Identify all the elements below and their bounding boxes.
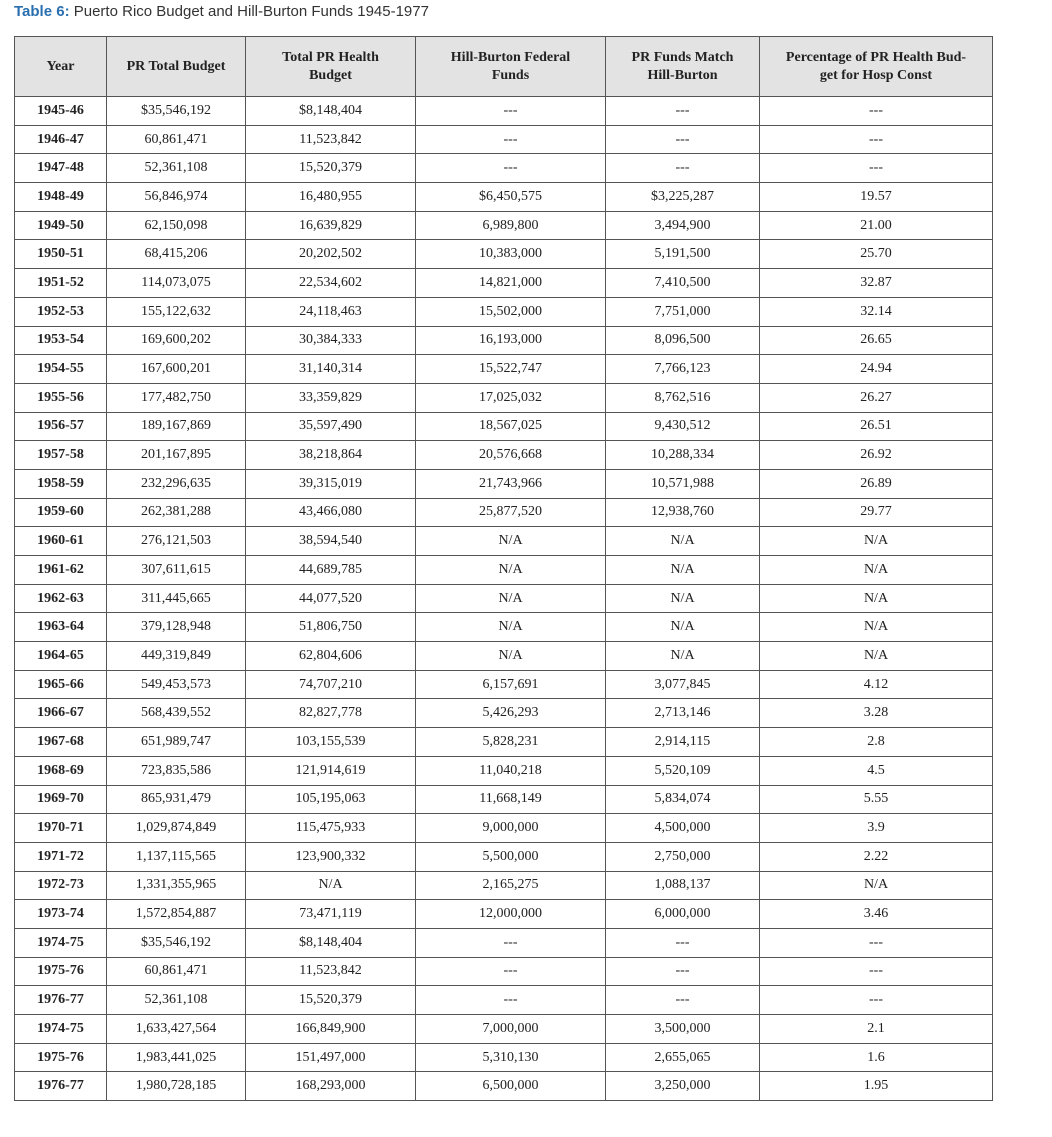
table-row bbox=[15, 498, 993, 527]
table-cell: 1,633,427,564 bbox=[107, 1015, 246, 1044]
column-header bbox=[606, 37, 760, 97]
table-cell: --- bbox=[760, 154, 993, 183]
table-cell: 549,453,573 bbox=[107, 670, 246, 699]
table-cell: 723,835,586 bbox=[107, 756, 246, 785]
table-cell: 2,165,275 bbox=[416, 871, 606, 900]
table-cell: --- bbox=[606, 957, 760, 986]
table-cell: 26.51 bbox=[760, 412, 993, 441]
year-cell: 1974-75 bbox=[15, 1015, 107, 1044]
table-row bbox=[15, 183, 993, 212]
table-cell: 1,137,115,565 bbox=[107, 842, 246, 871]
year-cell: 1976-77 bbox=[15, 986, 107, 1015]
table-cell: 1,088,137 bbox=[606, 871, 760, 900]
table-row bbox=[15, 670, 993, 699]
table-cell: 15,502,000 bbox=[416, 297, 606, 326]
table-cell: 25,877,520 bbox=[416, 498, 606, 527]
header-row bbox=[15, 37, 993, 97]
table-row bbox=[15, 642, 993, 671]
table-cell: 105,195,063 bbox=[246, 785, 416, 814]
year-cell: 1956-57 bbox=[15, 412, 107, 441]
year-cell: 1951-52 bbox=[15, 269, 107, 298]
table-cell: 8,762,516 bbox=[606, 383, 760, 412]
table-cell: 1,029,874,849 bbox=[107, 814, 246, 843]
table-row bbox=[15, 269, 993, 298]
table-cell: 1,983,441,025 bbox=[107, 1043, 246, 1072]
table-cell: 3,250,000 bbox=[606, 1072, 760, 1101]
year-cell: 1949-50 bbox=[15, 211, 107, 240]
table-cell: --- bbox=[760, 928, 993, 957]
table-row bbox=[15, 412, 993, 441]
table-cell: 201,167,895 bbox=[107, 441, 246, 470]
table-row bbox=[15, 297, 993, 326]
table-row bbox=[15, 957, 993, 986]
table-cell: 5,834,074 bbox=[606, 785, 760, 814]
table-cell: 169,600,202 bbox=[107, 326, 246, 355]
table-cell: 4,500,000 bbox=[606, 814, 760, 843]
table-cell: --- bbox=[416, 986, 606, 1015]
year-cell: 1965-66 bbox=[15, 670, 107, 699]
year-cell: 1973-74 bbox=[15, 900, 107, 929]
year-cell: 1964-65 bbox=[15, 642, 107, 671]
caption-label: Table 6: bbox=[14, 3, 70, 20]
table-cell: 3,500,000 bbox=[606, 1015, 760, 1044]
table-cell: N/A bbox=[760, 584, 993, 613]
table-cell: 1,572,854,887 bbox=[107, 900, 246, 929]
table-cell: --- bbox=[760, 125, 993, 154]
table-cell: 21.00 bbox=[760, 211, 993, 240]
table-cell: 29.77 bbox=[760, 498, 993, 527]
table-cell: 33,359,829 bbox=[246, 383, 416, 412]
year-cell: 1945-46 bbox=[15, 97, 107, 126]
table-cell: 15,520,379 bbox=[246, 154, 416, 183]
table-cell: --- bbox=[416, 154, 606, 183]
table-cell: N/A bbox=[416, 642, 606, 671]
table-row bbox=[15, 842, 993, 871]
column-header-line: PR Funds Match bbox=[631, 49, 734, 65]
table-cell: 43,466,080 bbox=[246, 498, 416, 527]
table-row bbox=[15, 728, 993, 757]
table-cell: N/A bbox=[606, 613, 760, 642]
table-cell: 4.5 bbox=[760, 756, 993, 785]
table-cell: 44,077,520 bbox=[246, 584, 416, 613]
table-cell: 10,288,334 bbox=[606, 441, 760, 470]
table-row bbox=[15, 814, 993, 843]
table-cell: 44,689,785 bbox=[246, 556, 416, 585]
table-cell: 307,611,615 bbox=[107, 556, 246, 585]
table-cell: 276,121,503 bbox=[107, 527, 246, 556]
table-cell: 35,597,490 bbox=[246, 412, 416, 441]
budget-table bbox=[14, 36, 993, 1101]
table-cell: 60,861,471 bbox=[107, 957, 246, 986]
year-cell: 1966-67 bbox=[15, 699, 107, 728]
table-cell: 168,293,000 bbox=[246, 1072, 416, 1101]
table-row bbox=[15, 584, 993, 613]
table-row bbox=[15, 556, 993, 585]
year-cell: 1968-69 bbox=[15, 756, 107, 785]
table-cell: 11,040,218 bbox=[416, 756, 606, 785]
table-cell: 38,218,864 bbox=[246, 441, 416, 470]
table-cell: 38,594,540 bbox=[246, 527, 416, 556]
year-cell: 1957-58 bbox=[15, 441, 107, 470]
year-cell: 1953-54 bbox=[15, 326, 107, 355]
table-cell: 2,713,146 bbox=[606, 699, 760, 728]
table-cell: 24,118,463 bbox=[246, 297, 416, 326]
table-cell: 73,471,119 bbox=[246, 900, 416, 929]
column-header bbox=[416, 37, 606, 97]
table-cell: $8,148,404 bbox=[246, 97, 416, 126]
table-row bbox=[15, 1043, 993, 1072]
table-body bbox=[15, 97, 993, 1101]
table-row bbox=[15, 441, 993, 470]
table-cell: 68,415,206 bbox=[107, 240, 246, 269]
table-cell: N/A bbox=[606, 584, 760, 613]
table-cell: 11,523,842 bbox=[246, 125, 416, 154]
table-cell: N/A bbox=[760, 527, 993, 556]
table-cell: 7,000,000 bbox=[416, 1015, 606, 1044]
table-cell: --- bbox=[606, 97, 760, 126]
table-cell: 20,576,668 bbox=[416, 441, 606, 470]
table-row bbox=[15, 240, 993, 269]
table-cell: --- bbox=[760, 957, 993, 986]
table-cell: 26.65 bbox=[760, 326, 993, 355]
table-cell: 19.57 bbox=[760, 183, 993, 212]
table-cell: 22,534,602 bbox=[246, 269, 416, 298]
year-cell: 1970-71 bbox=[15, 814, 107, 843]
table-cell: 12,938,760 bbox=[606, 498, 760, 527]
table-cell: 21,743,966 bbox=[416, 469, 606, 498]
column-header-line: PR Total Budget bbox=[126, 58, 226, 74]
table-cell: --- bbox=[760, 986, 993, 1015]
table-cell: 5,500,000 bbox=[416, 842, 606, 871]
year-cell: 1975-76 bbox=[15, 957, 107, 986]
year-cell: 1960-61 bbox=[15, 527, 107, 556]
table-cell: 14,821,000 bbox=[416, 269, 606, 298]
table-row bbox=[15, 699, 993, 728]
table-row bbox=[15, 125, 993, 154]
table-cell: --- bbox=[606, 928, 760, 957]
table-row bbox=[15, 756, 993, 785]
table-cell: 16,480,955 bbox=[246, 183, 416, 212]
table-row bbox=[15, 986, 993, 1015]
table-cell: 114,073,075 bbox=[107, 269, 246, 298]
table-cell: 3,494,900 bbox=[606, 211, 760, 240]
table-cell: 7,410,500 bbox=[606, 269, 760, 298]
table-cell: 5,520,109 bbox=[606, 756, 760, 785]
table-cell: $6,450,575 bbox=[416, 183, 606, 212]
table-cell: 26.92 bbox=[760, 441, 993, 470]
table-cell: 103,155,539 bbox=[246, 728, 416, 757]
table-cell: 2,750,000 bbox=[606, 842, 760, 871]
table-cell: $35,546,192 bbox=[107, 97, 246, 126]
year-cell: 1952-53 bbox=[15, 297, 107, 326]
table-cell: 16,193,000 bbox=[416, 326, 606, 355]
table-cell: 6,157,691 bbox=[416, 670, 606, 699]
table-cell: N/A bbox=[760, 556, 993, 585]
table-cell: 8,096,500 bbox=[606, 326, 760, 355]
table-cell: 25.70 bbox=[760, 240, 993, 269]
table-cell: 2.1 bbox=[760, 1015, 993, 1044]
year-cell: 1948-49 bbox=[15, 183, 107, 212]
table-cell: 9,430,512 bbox=[606, 412, 760, 441]
year-cell: 1955-56 bbox=[15, 383, 107, 412]
column-header bbox=[15, 37, 107, 97]
table-cell: 151,497,000 bbox=[246, 1043, 416, 1072]
table-cell: 15,520,379 bbox=[246, 986, 416, 1015]
table-row bbox=[15, 1015, 993, 1044]
table-cell: 123,900,332 bbox=[246, 842, 416, 871]
column-header-line: Hill-Burton Federal bbox=[450, 49, 571, 65]
column-header-line: Hill-Burton bbox=[647, 67, 718, 83]
table-cell: 10,571,988 bbox=[606, 469, 760, 498]
table-cell: 74,707,210 bbox=[246, 670, 416, 699]
table-row bbox=[15, 613, 993, 642]
table-cell: 262,381,288 bbox=[107, 498, 246, 527]
table-cell: 62,804,606 bbox=[246, 642, 416, 671]
table-cell: 167,600,201 bbox=[107, 355, 246, 384]
table-cell: 17,025,032 bbox=[416, 383, 606, 412]
table-cell: 3.9 bbox=[760, 814, 993, 843]
table-row bbox=[15, 469, 993, 498]
table-cell: --- bbox=[606, 986, 760, 1015]
year-cell: 1962-63 bbox=[15, 584, 107, 613]
table-cell: 449,319,849 bbox=[107, 642, 246, 671]
table-cell: N/A bbox=[416, 527, 606, 556]
table-cell: 6,989,800 bbox=[416, 211, 606, 240]
table-cell: 155,122,632 bbox=[107, 297, 246, 326]
year-cell: 1954-55 bbox=[15, 355, 107, 384]
table-cell: 1.6 bbox=[760, 1043, 993, 1072]
table-cell: 10,383,000 bbox=[416, 240, 606, 269]
table-cell: 5,828,231 bbox=[416, 728, 606, 757]
year-cell: 1975-76 bbox=[15, 1043, 107, 1072]
table-cell: --- bbox=[416, 928, 606, 957]
table-cell: 3.46 bbox=[760, 900, 993, 929]
table-cell: N/A bbox=[246, 871, 416, 900]
table-cell: 232,296,635 bbox=[107, 469, 246, 498]
table-row bbox=[15, 326, 993, 355]
table-cell: 2,655,065 bbox=[606, 1043, 760, 1072]
column-header-line: Percentage of PR Health Bud- bbox=[785, 49, 967, 65]
table-cell: --- bbox=[760, 97, 993, 126]
year-cell: 1958-59 bbox=[15, 469, 107, 498]
table-cell: $35,546,192 bbox=[107, 928, 246, 957]
table-row bbox=[15, 383, 993, 412]
column-header-line: get for Hosp Const bbox=[819, 67, 933, 83]
table-cell: 865,931,479 bbox=[107, 785, 246, 814]
table-cell: 6,000,000 bbox=[606, 900, 760, 929]
table-cell: 24.94 bbox=[760, 355, 993, 384]
table-cell: 52,361,108 bbox=[107, 154, 246, 183]
table-cell: 56,846,974 bbox=[107, 183, 246, 212]
column-header-line: Total PR Health bbox=[282, 49, 379, 65]
table-cell: --- bbox=[606, 125, 760, 154]
column-header bbox=[760, 37, 993, 97]
table-cell: N/A bbox=[606, 527, 760, 556]
table-cell: 16,639,829 bbox=[246, 211, 416, 240]
table-row bbox=[15, 785, 993, 814]
column-header-line: Year bbox=[46, 58, 75, 74]
table-cell: N/A bbox=[606, 642, 760, 671]
column-header-line: Budget bbox=[309, 67, 352, 83]
year-cell: 1950-51 bbox=[15, 240, 107, 269]
table-cell: 32.87 bbox=[760, 269, 993, 298]
year-cell: 1959-60 bbox=[15, 498, 107, 527]
table-row bbox=[15, 154, 993, 183]
table-cell: 31,140,314 bbox=[246, 355, 416, 384]
table-cell: 166,849,900 bbox=[246, 1015, 416, 1044]
table-cell: N/A bbox=[760, 642, 993, 671]
table-cell: 5,191,500 bbox=[606, 240, 760, 269]
table-cell: 5.55 bbox=[760, 785, 993, 814]
table-cell: N/A bbox=[416, 556, 606, 585]
year-cell: 1974-75 bbox=[15, 928, 107, 957]
table-cell: --- bbox=[606, 154, 760, 183]
table-cell: 62,150,098 bbox=[107, 211, 246, 240]
table-cell: N/A bbox=[760, 613, 993, 642]
table-cell: 18,567,025 bbox=[416, 412, 606, 441]
table-cell: 82,827,778 bbox=[246, 699, 416, 728]
table-cell: 39,315,019 bbox=[246, 469, 416, 498]
table-cell: 115,475,933 bbox=[246, 814, 416, 843]
table-row bbox=[15, 97, 993, 126]
table-row bbox=[15, 871, 993, 900]
table-cell: --- bbox=[416, 97, 606, 126]
table-cell: 3.28 bbox=[760, 699, 993, 728]
table-cell: 26.89 bbox=[760, 469, 993, 498]
table-cell: N/A bbox=[416, 613, 606, 642]
table-cell: 26.27 bbox=[760, 383, 993, 412]
year-cell: 1972-73 bbox=[15, 871, 107, 900]
year-cell: 1947-48 bbox=[15, 154, 107, 183]
table-cell: 60,861,471 bbox=[107, 125, 246, 154]
table-cell: 189,167,869 bbox=[107, 412, 246, 441]
table-cell: 7,751,000 bbox=[606, 297, 760, 326]
year-cell: 1976-77 bbox=[15, 1072, 107, 1101]
table-cell: 11,668,149 bbox=[416, 785, 606, 814]
year-cell: 1946-47 bbox=[15, 125, 107, 154]
table-cell: 9,000,000 bbox=[416, 814, 606, 843]
caption-text: Puerto Rico Budget and Hill-Burton Funds 1945-1977 bbox=[69, 3, 429, 20]
table-cell: N/A bbox=[416, 584, 606, 613]
table-cell: 177,482,750 bbox=[107, 383, 246, 412]
table-cell: N/A bbox=[606, 556, 760, 585]
table-cell: 6,500,000 bbox=[416, 1072, 606, 1101]
table-row bbox=[15, 355, 993, 384]
table-cell: 30,384,333 bbox=[246, 326, 416, 355]
year-cell: 1963-64 bbox=[15, 613, 107, 642]
table-row bbox=[15, 1072, 993, 1101]
table-caption bbox=[14, 3, 429, 20]
table-cell: 1,980,728,185 bbox=[107, 1072, 246, 1101]
table-row bbox=[15, 211, 993, 240]
table-cell: 3,077,845 bbox=[606, 670, 760, 699]
column-header bbox=[107, 37, 246, 97]
year-cell: 1971-72 bbox=[15, 842, 107, 871]
table-row bbox=[15, 928, 993, 957]
year-cell: 1967-68 bbox=[15, 728, 107, 757]
table-cell: 5,426,293 bbox=[416, 699, 606, 728]
table-cell: 651,989,747 bbox=[107, 728, 246, 757]
table-cell: 32.14 bbox=[760, 297, 993, 326]
table-cell: 121,914,619 bbox=[246, 756, 416, 785]
table-cell: $3,225,287 bbox=[606, 183, 760, 212]
table-header bbox=[15, 37, 993, 97]
table-cell: --- bbox=[416, 125, 606, 154]
table-cell: 51,806,750 bbox=[246, 613, 416, 642]
table-cell: $8,148,404 bbox=[246, 928, 416, 957]
table-cell: 2.22 bbox=[760, 842, 993, 871]
table-cell: 2,914,115 bbox=[606, 728, 760, 757]
table-cell: 20,202,502 bbox=[246, 240, 416, 269]
table-cell: 52,361,108 bbox=[107, 986, 246, 1015]
table-cell: 7,766,123 bbox=[606, 355, 760, 384]
year-cell: 1969-70 bbox=[15, 785, 107, 814]
table-cell: 11,523,842 bbox=[246, 957, 416, 986]
table-cell: 12,000,000 bbox=[416, 900, 606, 929]
table-cell: 4.12 bbox=[760, 670, 993, 699]
table-cell: 311,445,665 bbox=[107, 584, 246, 613]
table-cell: 15,522,747 bbox=[416, 355, 606, 384]
column-header-line: Funds bbox=[491, 67, 530, 83]
table-cell: 2.8 bbox=[760, 728, 993, 757]
table-cell: 1,331,355,965 bbox=[107, 871, 246, 900]
table-cell: 379,128,948 bbox=[107, 613, 246, 642]
table-cell: --- bbox=[416, 957, 606, 986]
table-cell: 568,439,552 bbox=[107, 699, 246, 728]
table-cell: 5,310,130 bbox=[416, 1043, 606, 1072]
table-cell: N/A bbox=[760, 871, 993, 900]
table-row bbox=[15, 900, 993, 929]
column-header bbox=[246, 37, 416, 97]
table-cell: 1.95 bbox=[760, 1072, 993, 1101]
year-cell: 1961-62 bbox=[15, 556, 107, 585]
table-row bbox=[15, 527, 993, 556]
